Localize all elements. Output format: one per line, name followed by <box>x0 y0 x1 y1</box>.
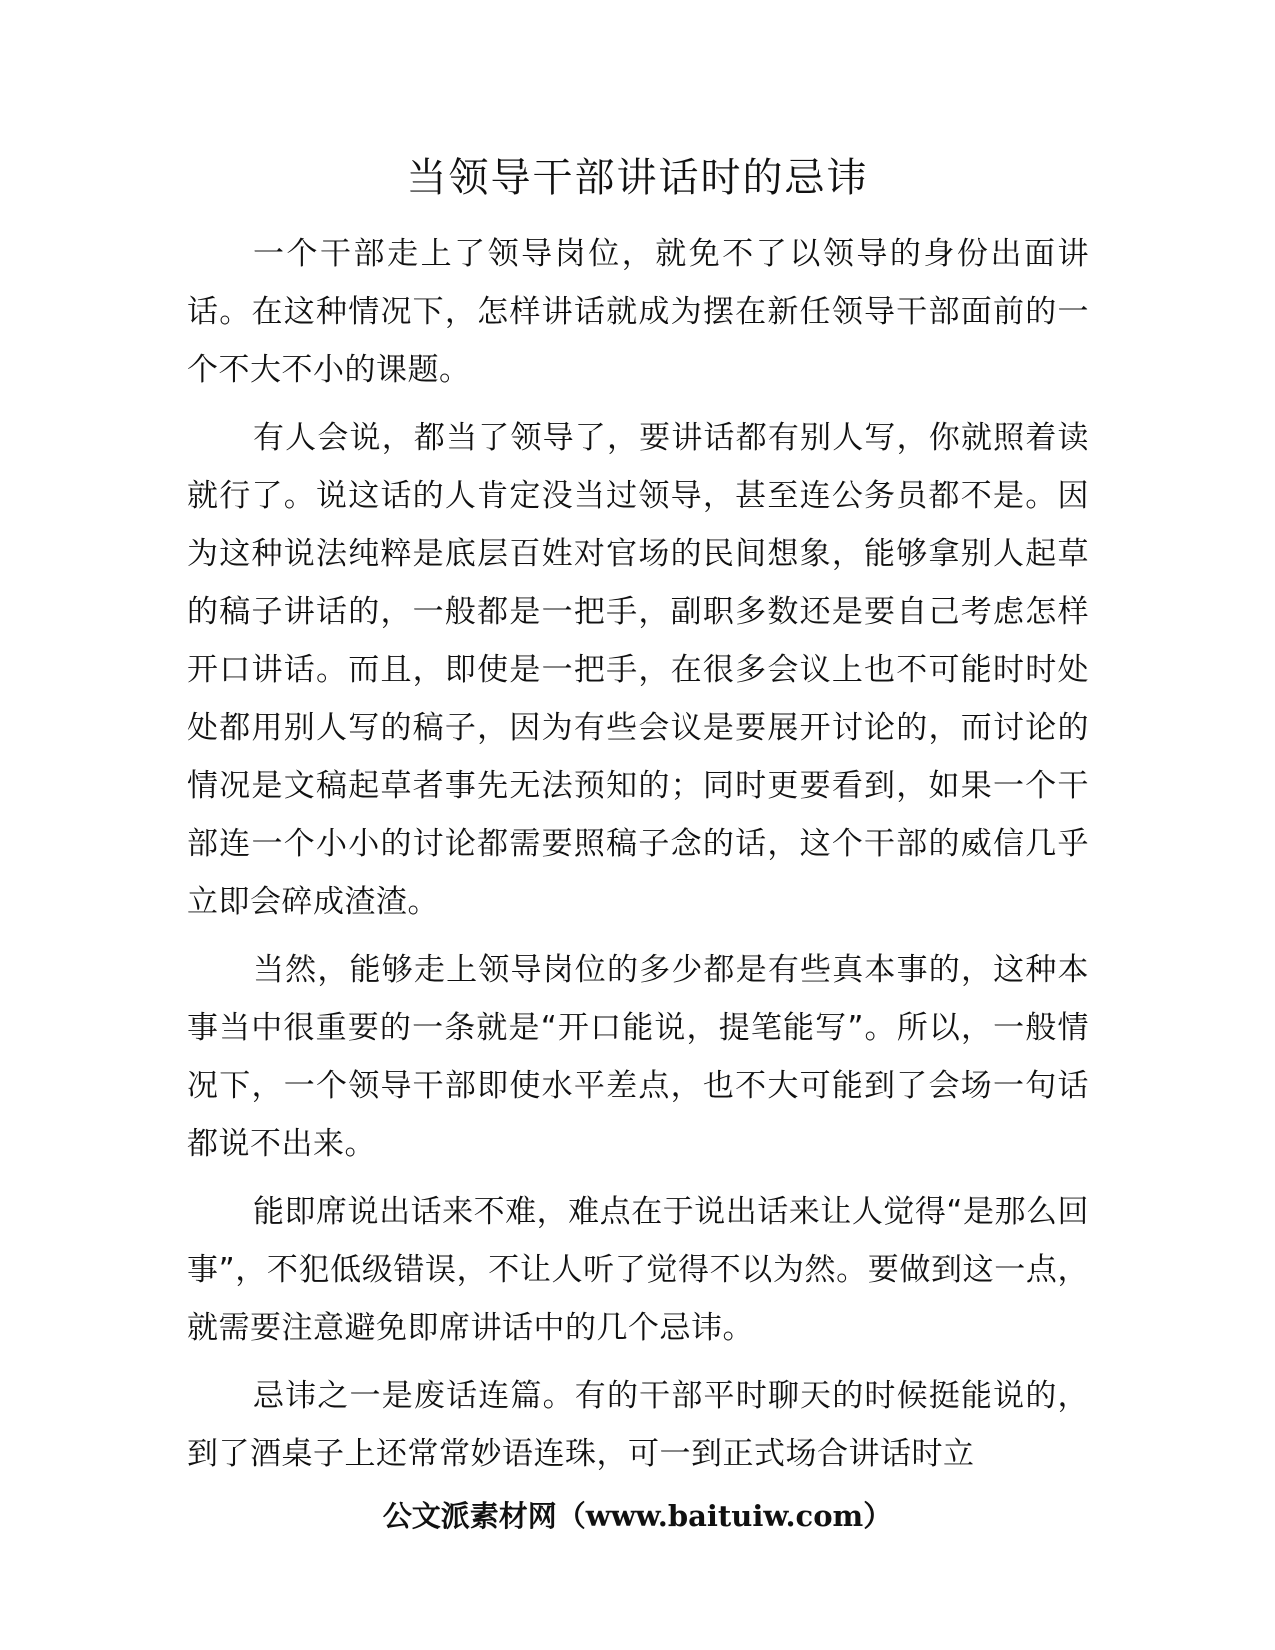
paragraph-2: 有人会说，都当了领导了，要讲话都有别人写，你就照着读就行了。说这话的人肯定没当过领导，甚至连公务员都不是。因为这种说法纯粹是底层百姓对官场的民间想象，能够拿别人起草的稿子讲话的，一般都是一把手，副职多数还是要自己考虑怎样开口讲话。而且，即使是一把手，在很多会议上也不可能时时处处都用别人写的稿子，因为有些会议是要展开讨论的，而讨论的情况是文稿起草者事先无法预知的；同时更要看到，如果一个干部连一个小小的讨论都需要照稿子念的话，这个干部的威信几乎立即会碎成渣渣。 <box>187 420 1089 920</box>
paragraph-1: 一个干部走上了领导岗位，就免不了以领导的身份出面讲话。在这种情况下，怎样讲话就成为摆在新任领导干部面前的一个不大不小的课题。 <box>187 236 1089 388</box>
paragraph-5: 忌讳之一是废话连篇。有的干部平时聊天的时候挺能说的，到了酒桌子上还常常妙语连珠，可一到正式场合讲话时立 <box>187 1378 1089 1472</box>
document-title: 当领导干部讲话时的忌讳 <box>406 155 869 201</box>
page-footer-source: 公文派素材网（www.baituiw.com） <box>382 1499 893 1533</box>
paragraph-3: 当然，能够走上领导岗位的多少都是有些真本事的，这种本事当中很重要的一条就是“开口能说，提笔能写”。所以，一般情况下，一个领导干部即使水平差点，也不大可能到了会场一句话都说不出来。 <box>187 952 1089 1162</box>
document-body <box>187 225 1089 1493</box>
paragraph-4: 能即席说出话来不难，难点在于说出话来让人觉得“是那么回事”，不犯低级错误，不让人听了觉得不以为然。要做到这一点，就需要注意避免即席讲话中的几个忌讳。 <box>187 1194 1089 1346</box>
